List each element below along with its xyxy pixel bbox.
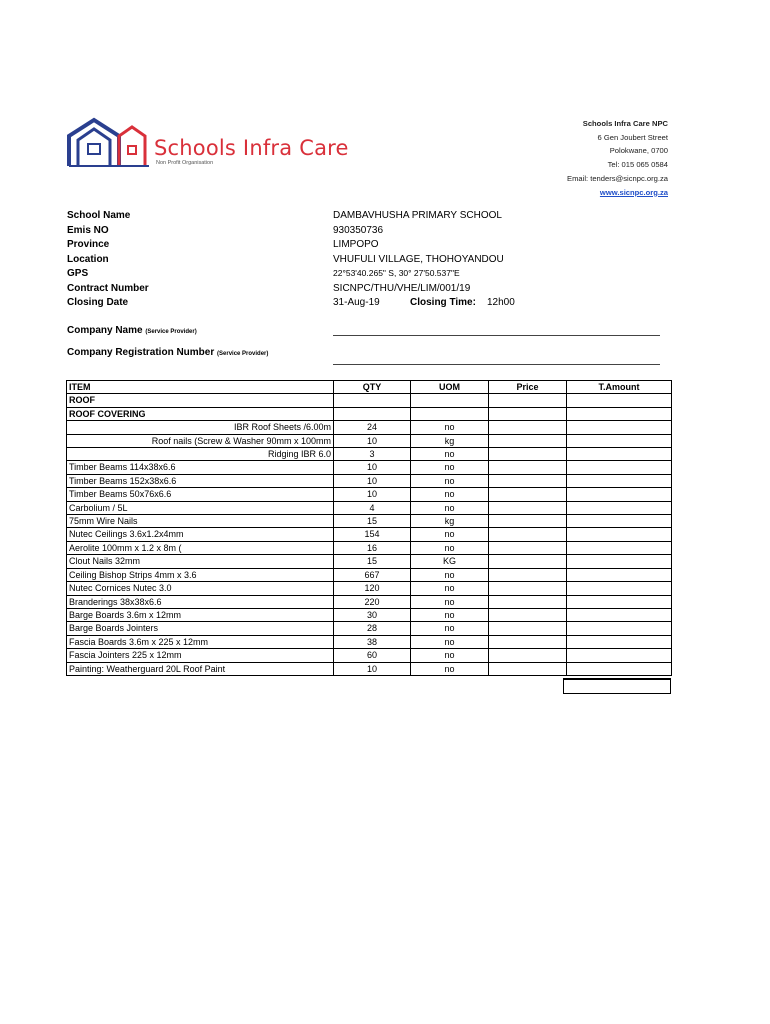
qty-cell: 4 — [334, 501, 411, 514]
price-cell[interactable] — [489, 394, 567, 407]
item-cell: Ceiling Bishop Strips 4mm x 3.6 — [67, 568, 334, 581]
price-cell[interactable] — [489, 568, 567, 581]
uom-cell — [411, 394, 489, 407]
table-row — [67, 568, 672, 581]
price-cell[interactable] — [489, 421, 567, 434]
item-cell: Fascia Boards 3.6m x 225 x 12mm — [67, 635, 334, 648]
item-cell: Clout Nails 32mm — [67, 555, 334, 568]
table-row — [67, 582, 672, 595]
item-cell: Branderings 38x38x6.6 — [67, 595, 334, 608]
uom-cell: kg — [411, 434, 489, 447]
price-cell[interactable] — [489, 635, 567, 648]
school-name-label: School Name — [67, 210, 131, 221]
location-value: VHUFULI VILLAGE, THOHOYANDOU — [333, 253, 504, 265]
amount-cell[interactable] — [567, 501, 672, 514]
price-cell[interactable] — [489, 662, 567, 675]
amount-cell[interactable] — [567, 568, 672, 581]
org-name: Schools Infra Care NPC — [582, 119, 668, 128]
price-cell[interactable] — [489, 515, 567, 528]
price-cell[interactable] — [489, 407, 567, 420]
header-amount: T.Amount — [567, 381, 672, 394]
amount-cell[interactable] — [567, 528, 672, 541]
item-cell: Aerolite 100mm x 1.2 x 8m ( — [67, 541, 334, 554]
closing-date-value: 31-Aug-19 — [333, 297, 380, 308]
amount-cell[interactable] — [567, 595, 672, 608]
amount-cell[interactable] — [567, 448, 672, 461]
item-cell: Nutec Cornices Nutec 3.0 — [67, 582, 334, 595]
item-cell: ROOF — [67, 394, 334, 407]
emis-label: Emis NO — [67, 224, 109, 236]
table-row — [67, 461, 672, 474]
table-row — [67, 474, 672, 487]
table-row — [67, 622, 672, 635]
table-body — [67, 394, 672, 676]
item-cell: Barge Boards Jointers — [67, 622, 334, 635]
table-row — [67, 635, 672, 648]
qty-cell — [334, 394, 411, 407]
item-cell: Timber Beams 152x38x6.6 — [67, 474, 334, 487]
amount-cell[interactable] — [567, 461, 672, 474]
price-cell[interactable] — [489, 474, 567, 487]
header-price: Price — [489, 381, 567, 394]
address-block — [567, 117, 668, 199]
uom-cell: no — [411, 501, 489, 514]
item-cell: Barge Boards 3.6m x 12mm — [67, 608, 334, 621]
item-cell: Timber Beams 114x38x6.6 — [67, 461, 334, 474]
qty-cell: 60 — [334, 649, 411, 662]
uom-cell: no — [411, 608, 489, 621]
header-qty: QTY — [334, 381, 411, 394]
item-cell: Timber Beams 50x76x6.6 — [67, 488, 334, 501]
amount-cell[interactable] — [567, 488, 672, 501]
qty-cell: 10 — [334, 488, 411, 501]
uom-cell: no — [411, 461, 489, 474]
price-cell[interactable] — [489, 434, 567, 447]
logo-text: Schools Infra Care — [154, 136, 349, 160]
amount-cell[interactable] — [567, 649, 672, 662]
table-row — [67, 649, 672, 662]
price-cell[interactable] — [489, 649, 567, 662]
email: Email: tenders@sicnpc.org.za — [567, 173, 668, 183]
price-cell[interactable] — [489, 528, 567, 541]
item-cell: 75mm Wire Nails — [67, 515, 334, 528]
price-cell[interactable] — [489, 582, 567, 595]
uom-cell: no — [411, 622, 489, 635]
qty-cell: 220 — [334, 595, 411, 608]
table-row — [67, 528, 672, 541]
qty-cell — [334, 407, 411, 420]
item-cell: Fascia Jointers 225 x 12mm — [67, 649, 334, 662]
table-header-row — [67, 381, 672, 394]
price-cell[interactable] — [489, 608, 567, 621]
qty-cell: 10 — [334, 474, 411, 487]
amount-cell[interactable] — [567, 635, 672, 648]
uom-cell: no — [411, 474, 489, 487]
uom-cell: no — [411, 488, 489, 501]
province-value: LIMPOPO — [333, 239, 379, 250]
table-row — [67, 407, 672, 420]
item-cell: Painting: Weatherguard 20L Roof Paint — [67, 662, 334, 675]
qty-cell: 10 — [334, 662, 411, 675]
table-row — [67, 541, 672, 554]
amount-cell[interactable] — [567, 555, 672, 568]
company-name-text: Company Name — [67, 325, 143, 336]
company-reg-note: (Service Provider) — [217, 351, 269, 357]
price-cell[interactable] — [489, 622, 567, 635]
quantities-table — [66, 380, 672, 676]
qty-cell: 38 — [334, 635, 411, 648]
closing-time-label: Closing Time: — [410, 297, 476, 308]
province-label: Province — [67, 239, 110, 250]
qty-cell: 28 — [334, 622, 411, 635]
address-line2: Polokwane, 0700 — [609, 146, 668, 156]
company-name-label — [67, 325, 197, 336]
price-cell[interactable] — [489, 541, 567, 554]
logo — [66, 116, 386, 176]
uom-cell: no — [411, 635, 489, 648]
price-cell[interactable] — [489, 501, 567, 514]
qty-cell: 10 — [334, 461, 411, 474]
schools-building-icon — [66, 116, 154, 168]
emis-value: 930350736 — [333, 224, 384, 236]
table-row — [67, 394, 672, 407]
qty-cell: 120 — [334, 582, 411, 595]
price-cell[interactable] — [489, 555, 567, 568]
company-name-note: (Service Provider) — [145, 329, 197, 335]
logo-subtitle: Non Profit Organisation — [156, 160, 214, 166]
table-row — [67, 488, 672, 501]
gps-label: GPS — [67, 268, 89, 279]
qty-cell: 154 — [334, 528, 411, 541]
contract-value: SICNPC/THU/VHE/LIM/001/19 — [333, 282, 471, 294]
amount-cell[interactable] — [567, 622, 672, 635]
header-uom: UOM — [411, 381, 489, 394]
table-row — [67, 434, 672, 447]
item-cell: Nutec Ceilings 3.6x1.2x4mm — [67, 528, 334, 541]
uom-cell: no — [411, 662, 489, 675]
qty-cell: 15 — [334, 515, 411, 528]
qty-cell: 24 — [334, 421, 411, 434]
price-cell[interactable] — [489, 488, 567, 501]
gps-value: 22°53'40.265" S, 30° 27'50.537"E — [333, 268, 460, 278]
table-row — [67, 501, 672, 514]
school-name-value: DAMBAVHUSHA PRIMARY SCHOOL — [333, 210, 502, 221]
price-cell[interactable] — [489, 448, 567, 461]
contract-label: Contract Number — [67, 282, 149, 294]
amount-cell[interactable] — [567, 394, 672, 407]
uom-cell: no — [411, 568, 489, 581]
amount-cell[interactable] — [567, 474, 672, 487]
company-reg-text: Company Registration Number — [67, 347, 215, 358]
qty-cell: 667 — [334, 568, 411, 581]
item-cell: Ridging IBR 6.0 — [67, 448, 334, 461]
amount-cell[interactable] — [567, 541, 672, 554]
qty-cell: 10 — [334, 434, 411, 447]
location-label: Location — [67, 253, 109, 265]
website-link[interactable]: www.sicnpc.org.za — [599, 187, 668, 197]
item-cell: ROOF COVERING — [67, 407, 334, 420]
closing-date-label: Closing Date — [67, 297, 129, 308]
uom-cell: KG — [411, 555, 489, 568]
amount-cell[interactable] — [567, 582, 672, 595]
item-cell: Carbolium / 5L — [67, 501, 334, 514]
uom-cell: kg — [411, 515, 489, 528]
qty-cell: 16 — [334, 541, 411, 554]
qty-cell: 3 — [334, 448, 411, 461]
table-row — [67, 662, 672, 675]
uom-cell: no — [411, 649, 489, 662]
table-row — [67, 555, 672, 568]
uom-cell — [411, 407, 489, 420]
telephone: Tel: 015 065 0584 — [607, 160, 668, 170]
amount-cell[interactable] — [567, 662, 672, 675]
company-name-line[interactable] — [333, 335, 660, 336]
qty-cell: 15 — [334, 555, 411, 568]
amount-cell[interactable] — [567, 421, 672, 434]
table-row — [67, 595, 672, 608]
item-cell: IBR Roof Sheets /6.00m — [67, 421, 334, 434]
table-row — [67, 608, 672, 621]
company-reg-label — [67, 347, 268, 358]
amount-cell[interactable] — [567, 407, 672, 420]
amount-cell[interactable] — [567, 434, 672, 447]
amount-cell[interactable] — [567, 608, 672, 621]
amount-cell[interactable] — [567, 515, 672, 528]
address-line1: 6 Gen Joubert Street — [597, 132, 668, 142]
uom-cell: no — [411, 448, 489, 461]
uom-cell: no — [411, 528, 489, 541]
table-row — [67, 448, 672, 461]
uom-cell: no — [411, 541, 489, 554]
uom-cell: no — [411, 421, 489, 434]
price-cell[interactable] — [489, 461, 567, 474]
qty-cell: 30 — [334, 608, 411, 621]
closing-time-value: 12h00 — [487, 297, 515, 308]
uom-cell: no — [411, 582, 489, 595]
item-cell: Roof nails (Screw & Washer 90mm x 100mm — [67, 434, 334, 447]
total-amount-cell[interactable] — [563, 678, 671, 694]
table-row — [67, 515, 672, 528]
price-cell[interactable] — [489, 595, 567, 608]
table-row — [67, 421, 672, 434]
uom-cell: no — [411, 595, 489, 608]
company-reg-line[interactable] — [333, 364, 660, 365]
header-item: ITEM — [67, 381, 334, 394]
